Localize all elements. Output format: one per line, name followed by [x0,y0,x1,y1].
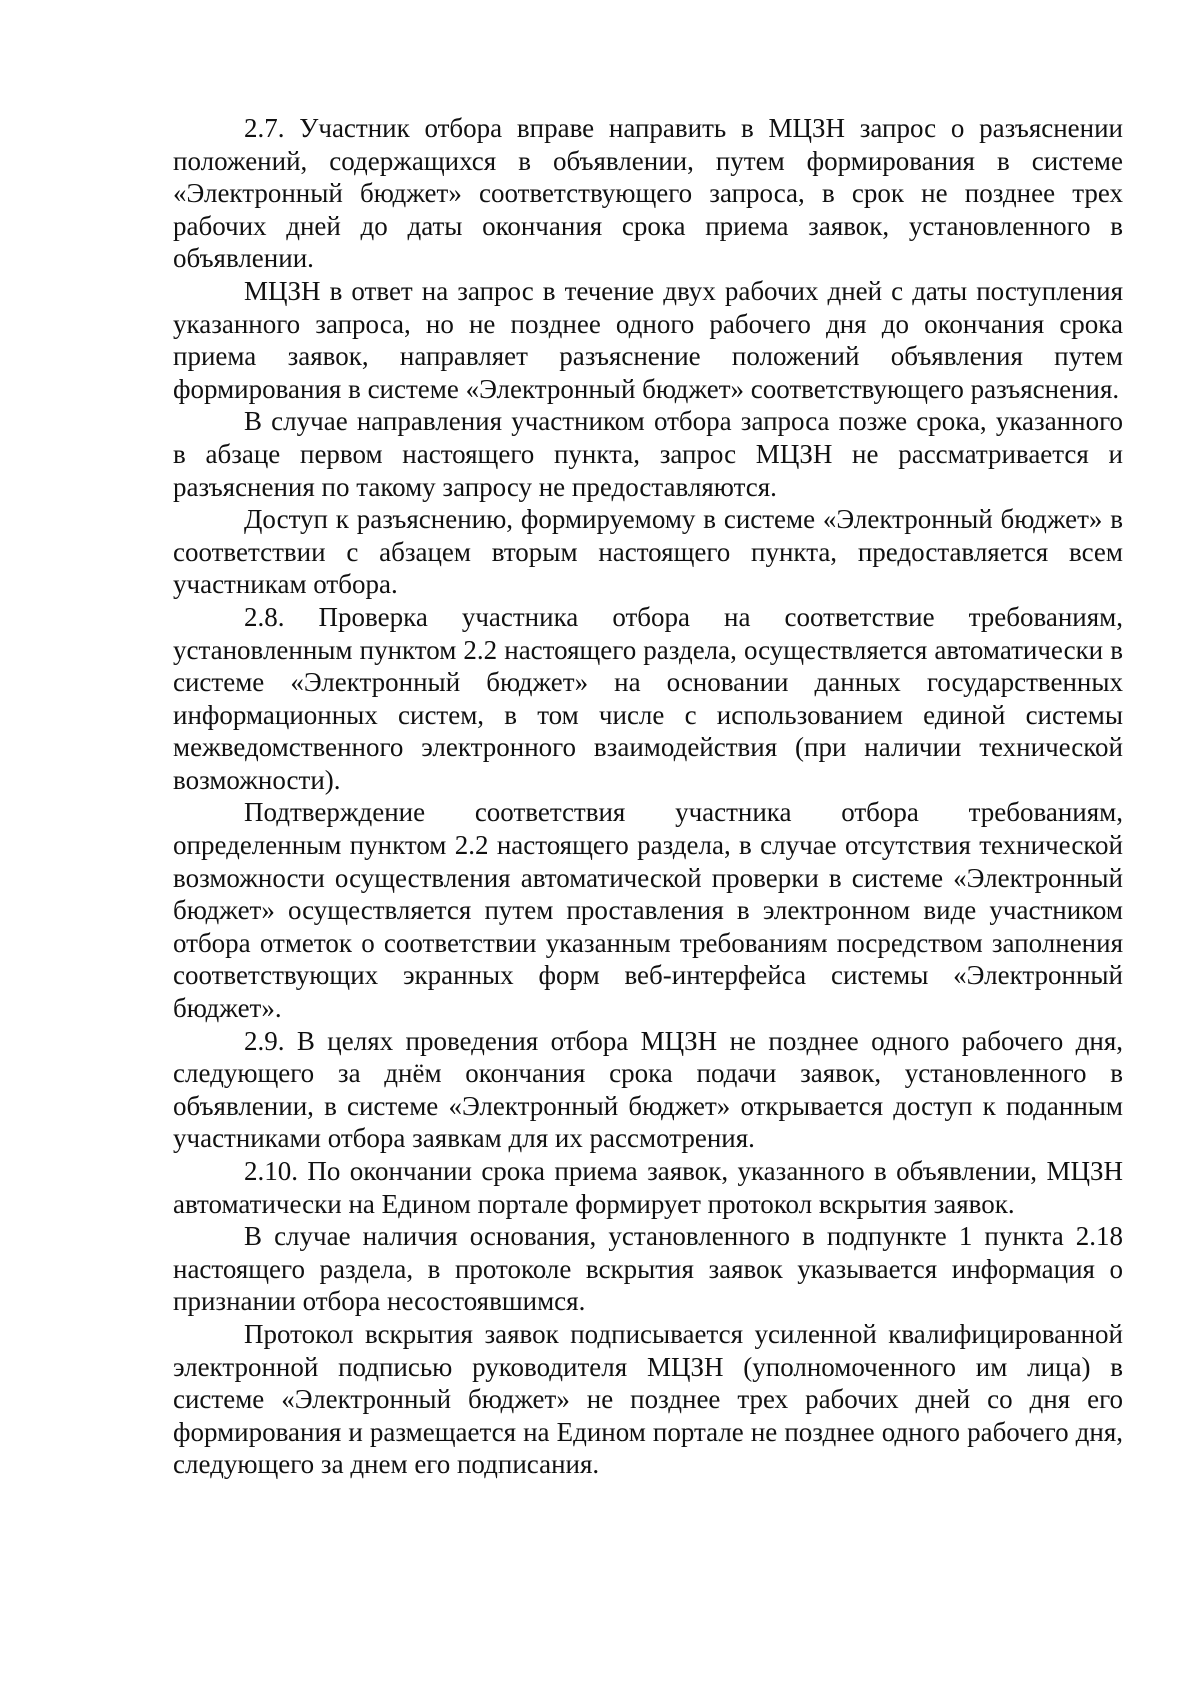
paragraph-2-9: 2.9. В целях проведения отбора МЦЗН не позднее одного рабочего дня, следующего за днём окончания срока подачи заявок, установленного в объявлении, в системе «Электронный бюджет» открывается доступ к поданным участниками отбора заявкам для их рассмотрения. [173,1025,1123,1154]
paragraph-2-7-access: Доступ к разъяснению, формируемому в системе «Электронный бюджет» в соответствии с абзацем вторым настоящего пункта, предоставляется всем участникам отбора. [173,504,1123,600]
paragraph-2-7-late-request: В случае направления участником отбора запроса позже срока, указанного в абзаце первом настоящего пункта, запрос МЦЗН не рассматривается и разъяснения по такому запросу не предоставляются. [173,406,1123,502]
paragraph-2-8-confirmation: Подтверждение соответствия участника отбора требованиям, определенным пунктом 2.2 настоящего раздела, в случае отсутствия технической возможности осуществления автоматической проверки в системе «Электронный бюджет» осуществляется путем проставления в электронном виде участником отбора отметок о соответствии указанным требованиям посредством заполнения соответствующих экранных форм веб-интерфейса системы «Электронный бюджет». [173,797,1123,1024]
document-body [173,112,1123,1481]
paragraph-2-7: 2.7. Участник отбора вправе направить в МЦЗН запрос о разъяснении положений, содержащихся в объявлении, путем формирования в системе «Электронный бюджет» соответствующего запроса, в срок не позднее трех рабочих дней до даты окончания срока приема заявок, установленного в объявлении. [173,113,1123,274]
paragraph-2-10-signing: Протокол вскрытия заявок подписывается усиленной квалифицированной электронной подписью руководителя МЦЗН (уполномоченного им лица) в системе «Электронный бюджет» не позднее трех рабочих дней со дня его формирования и размещается на Едином портале не позднее одного рабочего дня, следующего за днем его подписания. [173,1318,1123,1480]
paragraph-2-8: 2.8. Проверка участника отбора на соответствие требованиям, установленным пунктом 2.2 настоящего раздела, осуществляется автоматически в системе «Электронный бюджет» на основании данных государственных информационных систем, в том числе с использованием единой системы межведомственного электронного взаимодействия (при наличии технической возможности). [173,601,1123,795]
paragraph-2-10: 2.10. По окончании срока приема заявок, указанного в объявлении, МЦЗН автоматически на Едином портале формирует протокол вскрытия заявок. [173,1156,1123,1219]
paragraph-2-10-grounds: В случае наличия основания, установленного в подпункте 1 пункта 2.18 настоящего раздела, в протоколе вскрытия заявок указывается информация о признании отбора несостоявшимся. [173,1221,1123,1317]
paragraph-2-7-response: МЦЗН в ответ на запрос в течение двух рабочих дней с даты поступления указанного запроса, но не позднее одного рабочего дня до окончания срока приема заявок, направляет разъяснение положений объявления путем формирования в системе «Электронный бюджет» соответствующего разъяснения. [173,275,1123,404]
